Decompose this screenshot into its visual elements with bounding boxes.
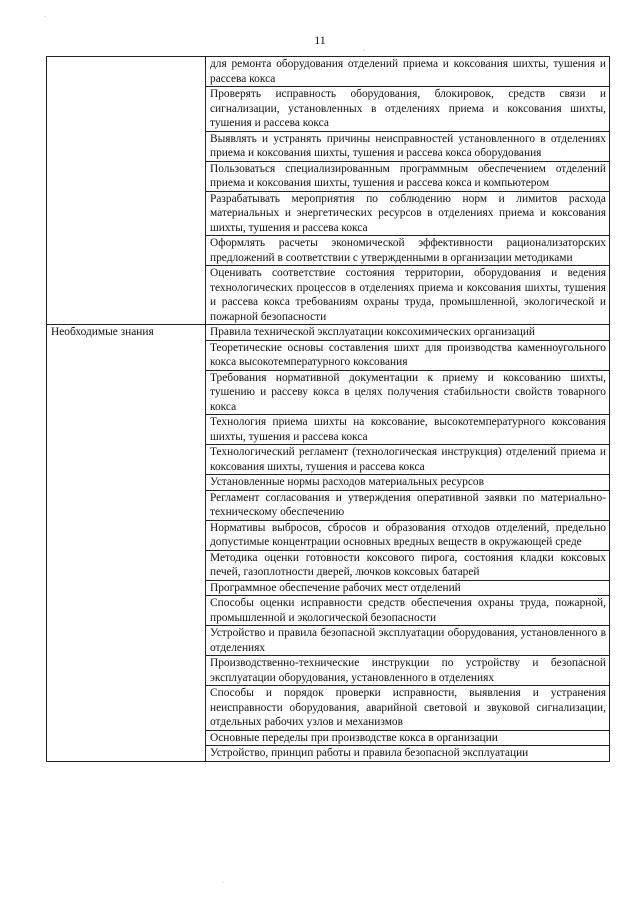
table-cell: Разрабатывать мероприятия по соблюдению норм и лимитов расхода материальных и энергетических ресурсов в отделениях приема и коксования шихты, тушения и рассева кокса — [206, 191, 610, 236]
table-row — [47, 57, 610, 87]
table-cell: Пользоваться специализированным программным обеспечением отделений приема и коксования шихты, тушения и рассева кокса и компьютером — [206, 161, 610, 191]
section-label: Необходимые знания — [47, 325, 206, 762]
table-cell: Производственно-технические инструкции по устройству и безопасной эксплуатации оборудования, установленного в отделениях — [206, 656, 610, 686]
table-row — [47, 325, 610, 341]
table-cell: Установленные нормы расходов материальных ресурсов — [206, 475, 610, 491]
page-number: 11 — [314, 33, 326, 47]
table-cell: Технология приема шихты на коксование, высокотемпературного коксования шихты, тушения и рассева кокса — [206, 415, 610, 445]
table-cell: Оценивать соответствие состояния территории, оборудования и ведения технологических процессов в отделениях приема и коксования шихты, тушения и рассева кокса требованиям охраны труда, промышленной, экологической и пожарной безопасности — [206, 266, 610, 325]
qualification-table — [46, 56, 610, 762]
table-cell: Программное обеспечение рабочих мест отделений — [206, 580, 610, 596]
table-cell: Устройство, принцип работы и правила безопасной эксплуатации — [206, 746, 610, 762]
table-cell: Способы оценки исправности средств обеспечения охраны труда, пожарной, промышленной и экологической безопасности — [206, 596, 610, 626]
table-cell: Устройство и правила безопасной эксплуатации оборудования, установленного в отделениях — [206, 626, 610, 656]
scan-speck: · — [44, 14, 46, 20]
table-cell: Выявлять и устранять причины неисправностей установленного в отделениях приема и коксования шихты, тушения и рассева кокса оборудования — [206, 131, 610, 161]
table-cell: Требования нормативной документации к приему и коксованию шихты, тушению и рассеву кокса в целях получения стабильности свойств товарного кокса — [206, 370, 610, 415]
table-cell: для ремонта оборудования отделений приема и коксования шихты, тушения и рассева кокса — [206, 57, 610, 87]
table-cell: Способы и порядок проверки исправности, выявления и устранения неисправности оборудования, аварийной световой и звуковой сигнализации, отдельных рабочих узлов и механизмов — [206, 686, 610, 731]
scan-speck: · — [222, 880, 224, 886]
table-cell: Технологический регламент (технологическая инструкция) отделений приема и коксования шихты, тушения и рассева кокса — [206, 445, 610, 475]
table-cell: Проверять исправность оборудования, блокировок, средств связи и сигнализации, установленных в отделениях приема и коксования шихты, тушения и рассева кокса — [206, 87, 610, 132]
table-cell: Нормативы выбросов, сбросов и образования отходов отделений, предельно допустимые концентрации основных вредных веществ в окружающей среде — [206, 520, 610, 550]
table-cell: Регламент согласования и утверждения оперативной заявки по материально-техническому обеспечению — [206, 490, 610, 520]
table-cell: Правила технической эксплуатации коксохимических организаций — [206, 325, 610, 341]
section-label-empty — [47, 57, 206, 325]
table-cell: Методика оценки готовности коксового пирога, состояния кладки коксовых печей, газоплотности дверей, лючков коксовых батарей — [206, 550, 610, 580]
scan-speck: · — [363, 48, 365, 54]
table-cell: Оформлять расчеты экономической эффективности рационализаторских предложений в соответствии с утвержденными в организации методиками — [206, 236, 610, 266]
table-cell: Теоретические основы составления шихт для производства каменноугольного кокса высокотемпературного коксования — [206, 340, 610, 370]
table-cell: Основные переделы при производстве кокса в организации — [206, 730, 610, 746]
